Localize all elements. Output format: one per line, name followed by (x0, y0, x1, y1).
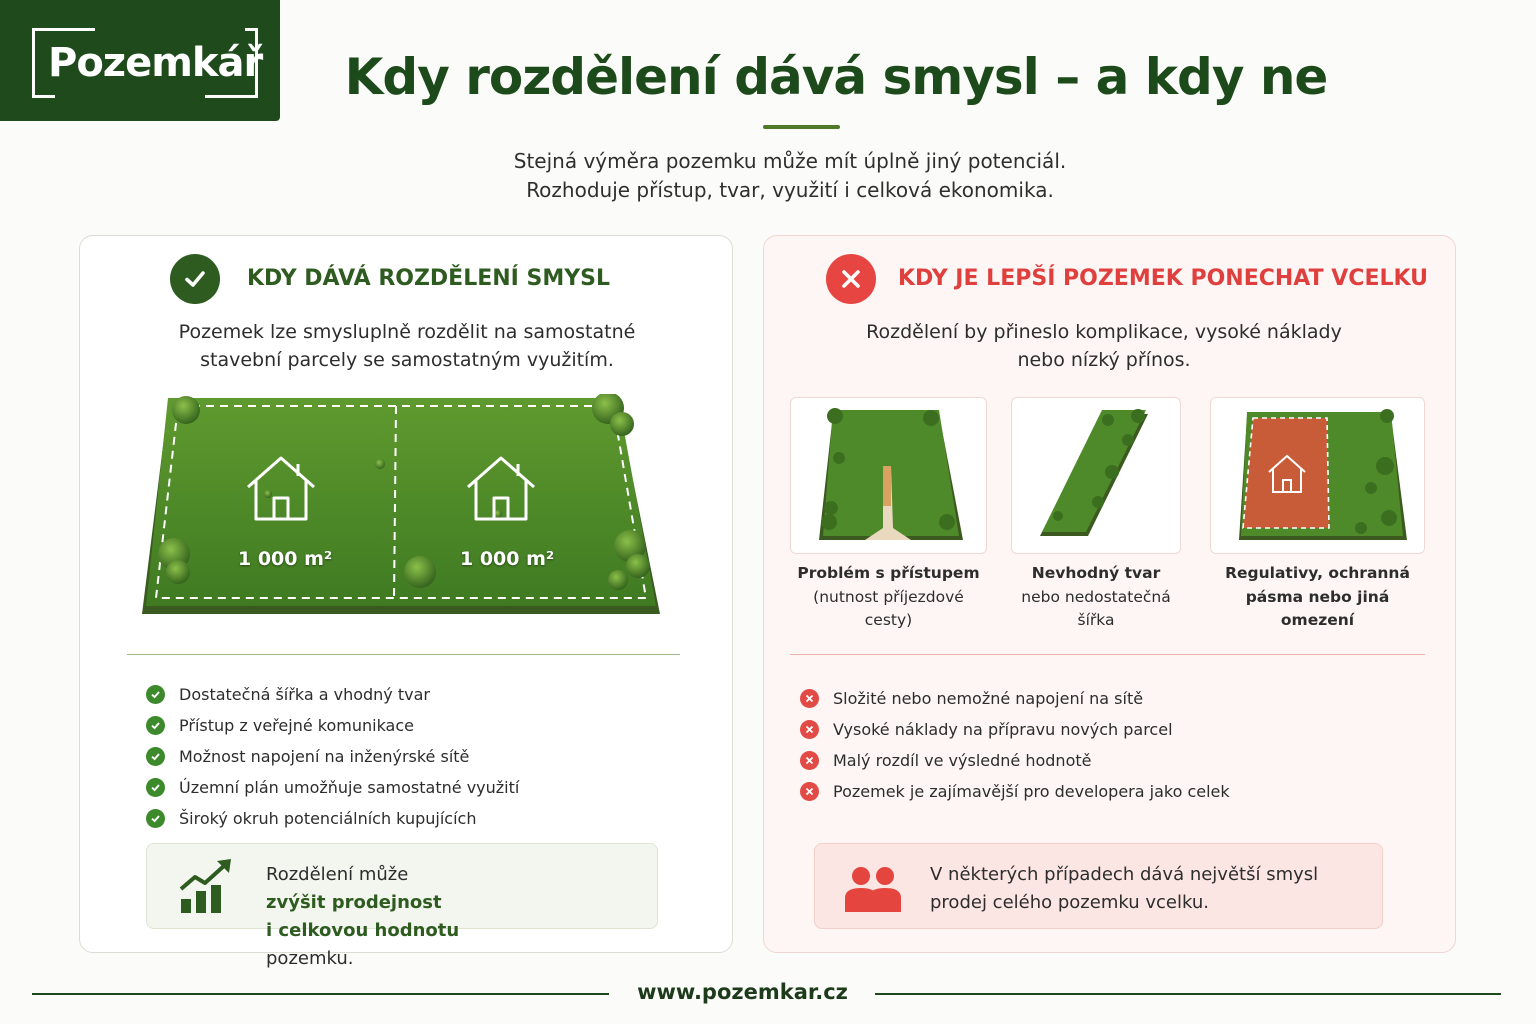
people-icon (843, 866, 903, 912)
bad-shape-illustration (1012, 398, 1180, 553)
list-item (800, 714, 1230, 745)
access-problem-card (790, 397, 987, 554)
check-icon (146, 685, 165, 704)
x-icon (800, 689, 819, 708)
check-circle-icon (170, 254, 220, 304)
list-item (146, 772, 519, 803)
plot-area-label-1: 1 000 m² (238, 548, 333, 570)
subtitle-line-1: Stejná výměra pozemku může mít úplně jiný potenciál. (513, 149, 1067, 173)
x-circle-icon (826, 254, 876, 304)
panel-heading: KDY DÁVÁ ROZDĚLENÍ SMYSL (247, 266, 611, 291)
divider (790, 654, 1425, 655)
check-icon (146, 747, 165, 766)
panel-description (784, 318, 1424, 374)
card-title: omezení (1280, 611, 1355, 629)
card-text: cesty) (864, 611, 913, 629)
callout-line-1: V některých případech dává největší smysl (930, 864, 1319, 885)
pros-list (146, 679, 519, 834)
bad-shape-card (1011, 397, 1181, 554)
subtitle-line-2: Rozhoduje přístup, tvar, využití i celková ekonomika. (526, 178, 1054, 202)
callout-text (266, 861, 459, 973)
description-line-1: Rozdělení by přineslo komplikace, vysoké náklady (866, 321, 1342, 343)
page-subtitle (390, 147, 1190, 205)
list-item-text: Široký okruh potenciálních kupujících (179, 809, 477, 828)
description-line-1: Pozemek lze smysluplně rozdělit na samostatné (178, 321, 636, 343)
footer-line-right (875, 993, 1501, 995)
callout-text (930, 861, 1318, 917)
description-line-2: nebo nízký přínos. (1017, 349, 1191, 371)
list-item-text: Přístup z veřejné komunikace (179, 716, 414, 735)
card-title: Nevhodný tvar (1031, 564, 1161, 582)
list-item-text: Dostatečná šířka a vhodný tvar (179, 685, 430, 704)
card-text: (nutnost příjezdové (813, 587, 964, 606)
divider (127, 654, 680, 655)
list-item-text: Možnost napojení na inženýrské sítě (179, 747, 470, 766)
x-icon (800, 751, 819, 770)
list-item-text: Pozemek je zajímavější pro developera jako celek (833, 782, 1230, 801)
card-text: šířka (1077, 611, 1115, 629)
panel-heading: KDY JE LEPŠÍ POZEMEK PONECHAT VCELKU (898, 266, 1429, 291)
list-item (146, 803, 519, 834)
value-callout (146, 843, 658, 969)
callout-text-part: pozemku. (266, 948, 354, 969)
growth-chart-icon (179, 859, 233, 915)
regulations-illustration (1211, 398, 1424, 553)
list-item-text: Složité nebo nemožné napojení na sítě (833, 689, 1144, 708)
split-plot-illustration (138, 394, 678, 634)
keep-whole-panel (763, 235, 1456, 953)
footer-line-left (32, 993, 609, 995)
access-problem-label (790, 562, 987, 633)
logo-text: Pozemkář (48, 40, 263, 86)
card-title: Problém s přístupem (797, 564, 980, 582)
card-title: Regulativy, ochranná (1225, 564, 1410, 582)
card-title: pásma nebo jiná (1245, 587, 1390, 606)
check-icon (146, 716, 165, 735)
bad-shape-label (1011, 562, 1181, 633)
callout-text-part: Rozdělení může (266, 864, 409, 885)
list-item (800, 683, 1230, 714)
list-item (146, 710, 519, 741)
list-item-text: Malý rozdíl ve výsledné hodnotě (833, 751, 1092, 770)
check-icon (146, 809, 165, 828)
list-item-text: Územní plán umožňuje samostatné využití (179, 778, 520, 797)
logo[interactable] (0, 0, 280, 121)
callout-highlight: i celkovou hodnotu (266, 920, 460, 941)
callout-highlight: zvýšit prodejnost (266, 892, 442, 913)
card-text: nebo nedostatečná (1021, 587, 1171, 606)
title-underline (763, 125, 840, 129)
cons-list (800, 683, 1230, 807)
panel-description (100, 318, 714, 374)
list-item (800, 776, 1230, 807)
whole-sale-callout (814, 843, 1383, 929)
page-title: Kdy rozdělení dává smysl – a kdy ne (344, 48, 1328, 106)
list-item (146, 679, 519, 710)
callout-line-2: prodej celého pozemku vcelku. (930, 892, 1209, 913)
description-line-2: stavební parcely se samostatným využitím. (200, 349, 614, 371)
x-icon (800, 782, 819, 801)
list-item (800, 745, 1230, 776)
check-icon (146, 778, 165, 797)
list-item (146, 741, 519, 772)
regulations-label (1210, 562, 1425, 633)
plot-area-label-2: 1 000 m² (460, 548, 555, 570)
list-item-text: Vysoké náklady na přípravu nových parcel (833, 720, 1173, 739)
website-link[interactable]: www.pozemkar.cz (637, 980, 848, 1004)
regulations-card (1210, 397, 1425, 554)
split-makes-sense-panel (79, 235, 733, 969)
access-problem-illustration (791, 398, 986, 553)
x-icon (800, 720, 819, 739)
